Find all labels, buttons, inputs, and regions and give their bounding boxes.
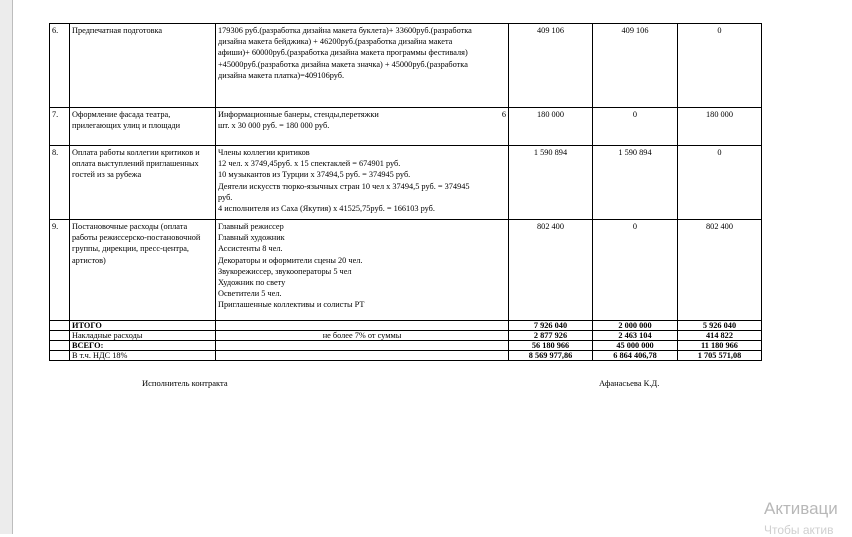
item-name: Предпечатная подготовка (70, 24, 216, 108)
table-row (50, 24, 762, 108)
summary-col3: 5 926 040 (678, 321, 762, 331)
summary-note: не более 7% от суммы (216, 331, 509, 341)
detail-line: дизайна макета платка)=409106руб. (218, 70, 345, 80)
detail-line: 10 музыкантов из Турции х 37494,5 руб. = 374945 руб. (218, 170, 411, 180)
summary-row-vsego (50, 341, 762, 351)
detail-line: Художник по свету (218, 278, 286, 288)
row-number: 7. (50, 108, 70, 146)
item-name: Постановочные расходы (оплата работы режиссерско-постановочной группы, дирекции, пресс-центра, артистов) (70, 220, 216, 321)
summary-col3: 414 822 (678, 331, 762, 341)
summary-row-itogo (50, 321, 762, 331)
amount-col3: 180 000 (678, 108, 762, 146)
summary-empty-cell (50, 331, 70, 341)
summary-col3: 1 705 571,08 (678, 351, 762, 361)
summary-total: 56 180 966 (509, 341, 593, 351)
summary-row-overhead (50, 331, 762, 341)
amount-col3: 0 (678, 24, 762, 108)
summary-label: ВСЕГО: (70, 341, 216, 351)
summary-total: 8 569 977,86 (509, 351, 593, 361)
detail-line (218, 109, 506, 120)
amount-col2: 409 106 (593, 24, 678, 108)
amount-total: 802 400 (509, 220, 593, 321)
amount-col2: 0 (593, 220, 678, 321)
item-details (216, 146, 509, 220)
summary-total: 2 877 926 (509, 331, 593, 341)
document-page (13, 0, 852, 534)
detail-line: Члены коллегии критиков (218, 148, 310, 157)
summary-col2: 2 000 000 (593, 321, 678, 331)
amount-col3: 0 (678, 146, 762, 220)
detail-line: 12 чел. х 3749,45руб. х 15 спектаклей = 674901 руб. (218, 159, 401, 169)
detail-line: Ассистенты 8 чел. (218, 244, 283, 254)
detail-line: Деятели искусств тюрко-язычных стран 10 чел х 37494,5 руб. = 374945 (218, 181, 470, 191)
detail-line: Звукорежиссер, звукооператоры 5 чел (218, 266, 352, 276)
summary-row-vat (50, 351, 762, 361)
detail-line: Главный режиссер (218, 222, 284, 231)
detail-line: Осветители 5 чел. (218, 289, 282, 299)
summary-note-cell (216, 341, 509, 351)
signature-executor-label: Исполнитель контракта (142, 378, 228, 388)
summary-empty-cell (50, 321, 70, 331)
row-number: 6. (50, 24, 70, 108)
summary-col3: 11 180 966 (678, 341, 762, 351)
detail-line: шт. х 30 000 руб. = 180 000 руб. (218, 121, 330, 131)
amount-col2: 1 590 894 (593, 146, 678, 220)
item-name: Оплата работы коллегии критиков и оплата выступлений приглашенных гостей из за рубежа (70, 146, 216, 220)
row-number: 8. (50, 146, 70, 220)
item-details (216, 108, 509, 146)
budget-table (49, 23, 762, 361)
detail-line: +45000руб.(разработка дизайна макета значка) + 45000руб.(разработка (218, 59, 468, 69)
item-name: Оформление фасада театра, прилегающих улиц и площади (70, 108, 216, 146)
summary-col2: 6 864 406,78 (593, 351, 678, 361)
summary-label: В т.ч. НДС 18% (70, 351, 216, 361)
table-row (50, 220, 762, 321)
summary-note-cell (216, 351, 509, 361)
windows-activation-watermark: Активаци (764, 499, 838, 518)
detail-line: Приглашенные коллективы и солисты РТ (218, 300, 365, 310)
amount-total: 180 000 (509, 108, 593, 146)
amount-col2: 0 (593, 108, 678, 146)
amount-col3: 802 400 (678, 220, 762, 321)
summary-label: ИТОГО (70, 321, 216, 331)
signature-executor-name: Афанасьева К.Д. (599, 378, 660, 388)
table-row (50, 146, 762, 220)
summary-total: 7 926 040 (509, 321, 593, 331)
item-details (216, 220, 509, 321)
detail-line: дизайна макета бейджика) + 46200руб.(разработка дизайна макета (218, 37, 453, 47)
summary-label: Накладные расходы (70, 331, 216, 341)
detail-line: 4 исполнителя из Саха (Якутия) х 41525,75руб. = 166103 руб. (218, 204, 435, 214)
windows-activation-subtitle: Чтобы актив (764, 523, 834, 537)
viewer-left-margin (0, 0, 13, 534)
row-number: 9. (50, 220, 70, 321)
detail-line: 179306 руб.(разработка дизайна макета буклета)+ 33600руб.(разработка (218, 26, 472, 35)
detail-line: руб. (218, 192, 233, 202)
detail-line: Декораторы и оформители сцены 20 чел. (218, 255, 363, 265)
amount-total: 409 106 (509, 24, 593, 108)
detail-text: Информационные банеры, стенды,перетяжки (218, 110, 379, 119)
detail-count: 6 (501, 110, 506, 119)
detail-line: афиши)+ 60000руб.(разработка дизайна макета программы фестиваля) (218, 48, 468, 58)
summary-empty-cell (50, 351, 70, 361)
detail-line: Главный художник (218, 233, 285, 243)
item-details (216, 24, 509, 108)
summary-col2: 2 463 104 (593, 331, 678, 341)
table-row (50, 108, 762, 146)
amount-total: 1 590 894 (509, 146, 593, 220)
summary-col2: 45 000 000 (593, 341, 678, 351)
summary-empty-cell (50, 341, 70, 351)
summary-note-cell (216, 321, 509, 331)
